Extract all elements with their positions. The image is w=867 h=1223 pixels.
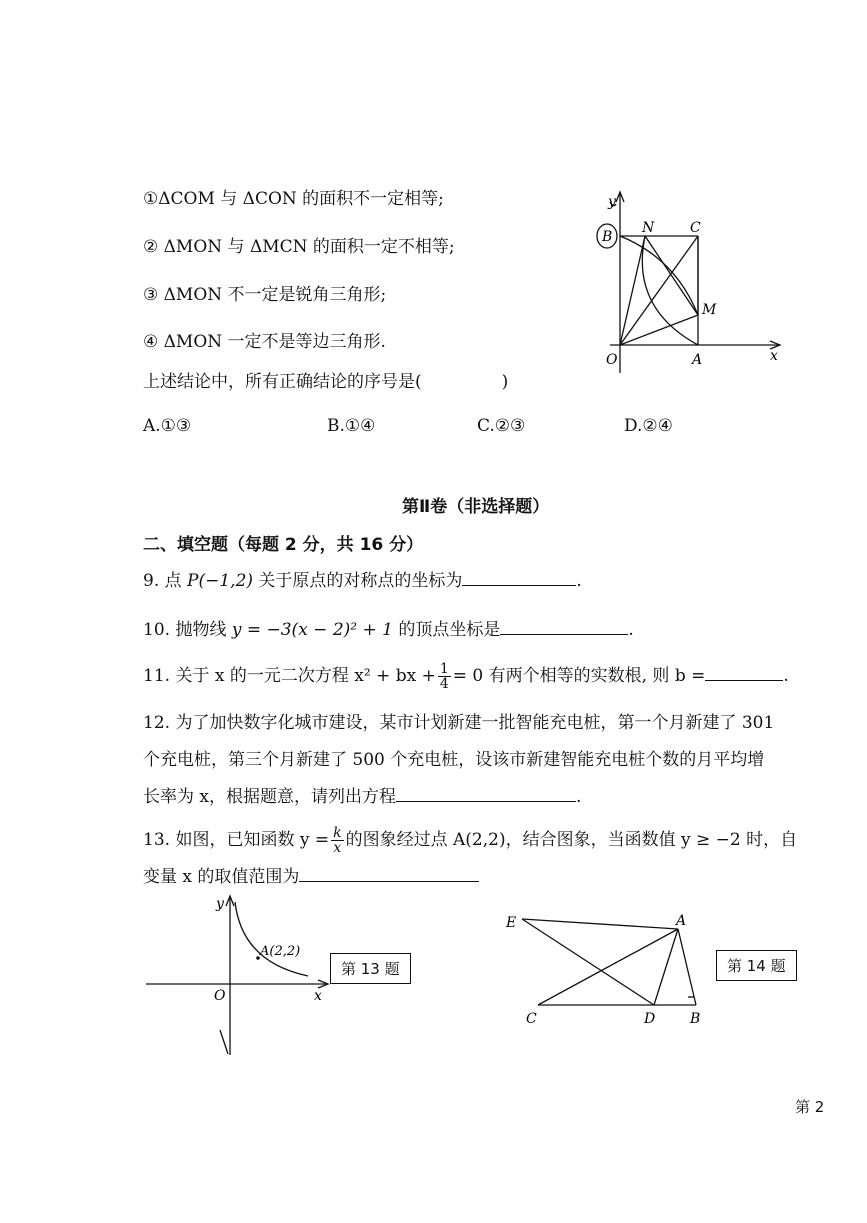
fig8-label-x: x (770, 348, 778, 364)
q13-line-2-text: 变量 x 的取值范围为 (143, 867, 300, 887)
q13-frac-num: k (333, 825, 342, 841)
q11-post: = 0 有两个相等的实数根, 则 b = (452, 666, 706, 686)
fig13-label-o: O (214, 988, 226, 1004)
fig13-label-a: A(2,2) (260, 944, 301, 959)
page-number: 第 2 (795, 1098, 825, 1116)
q11-fraction (438, 662, 451, 691)
fig8-arc-bm (620, 236, 698, 315)
fig14-seg-ea (522, 919, 678, 929)
fig13-label-x: x (314, 988, 322, 1004)
fig8-label-c: C (690, 220, 701, 236)
q12-answer-blank[interactable] (396, 786, 576, 802)
section-title: 第Ⅱ卷（非选择题） (402, 497, 550, 517)
q13-answer-blank[interactable] (299, 866, 479, 882)
fig8-label-a: A (692, 352, 703, 368)
q10 (143, 619, 634, 641)
q12-line-3 (143, 786, 581, 808)
q10-answer-blank[interactable] (500, 619, 628, 635)
q11 (143, 662, 789, 691)
q11-answer-blank[interactable] (705, 665, 783, 681)
q8-option-c: C.②③ (477, 416, 526, 436)
q8-option-a: A.①③ (143, 416, 192, 436)
fig14-label-e: E (506, 915, 517, 931)
q9-post: 关于原点的对称点的坐标为 (253, 571, 463, 591)
q13-pre: 13. 如图，已知函数 y = (143, 830, 330, 850)
fig14-seg-ab (678, 929, 696, 1005)
q8-statement-1: ①ΔCOM 与 ΔCON 的面积不一定相等; (143, 189, 444, 209)
fig13-curve-upper (235, 902, 308, 976)
fig14-label-b: B (690, 1011, 701, 1027)
q8-statement-3: ③ ΔMON 不一定是锐角三角形; (143, 285, 387, 305)
q8-statement-2: ② ΔMON 与 ΔMCN 的面积一定不相等; (143, 237, 455, 257)
q10-post: 的顶点坐标是 (392, 620, 501, 640)
q8-prompt (143, 371, 508, 393)
fig14-label-d: D (644, 1011, 656, 1027)
q13-fraction (331, 826, 343, 855)
fig8-label-y: y (608, 194, 616, 210)
q8-figure (590, 188, 790, 373)
q12-end: . (576, 787, 582, 807)
q13-post: 的图象经过点 A(2,2)，结合图象，当函数值 y ≥ −2 时，自 (345, 830, 798, 850)
fig14-figure (500, 905, 720, 1030)
q13-line-2 (143, 866, 479, 888)
fig14-label-a: A (676, 913, 687, 929)
q12-line-2: 个充电桩，第三个月新建了 500 个充电桩，设该市新建智能充电桩个数的月平均增 (143, 750, 765, 770)
q12-line-1: 12. 为了加快数字化城市建设，某市计划新建一批智能充电桩，第一个月新建了 301 (143, 713, 775, 733)
q13-line-1 (143, 826, 797, 855)
q8-prompt-end: ) (501, 372, 509, 392)
q13-frac-den: x (333, 840, 342, 856)
q11-pre: 11. 关于 x 的一元二次方程 x² + bx + (143, 666, 436, 686)
q8-prompt-text: 上述结论中，所有正确结论的序号是( (143, 372, 422, 392)
q9-answer-blank[interactable] (462, 570, 576, 586)
q9-pre: 9. 点 (143, 571, 188, 591)
fig14-label-c: C (526, 1011, 537, 1027)
q10-pre: 10. 抛物线 (143, 620, 232, 640)
q8-option-b: B.①④ (327, 416, 376, 436)
fig14-caption: 第 14 题 (716, 950, 797, 981)
q11-frac-num: 1 (439, 661, 449, 677)
q10-math: y = −3(x − 2)² + 1 (231, 620, 393, 640)
q10-end: . (628, 620, 634, 640)
fig8-label-o: O (606, 352, 618, 368)
q9-math: P(−1,2) (187, 571, 254, 591)
fig13-graph (140, 890, 340, 1060)
q9-end: . (576, 571, 582, 591)
fig13-label-y: y (216, 896, 224, 912)
fig8-seg-on (620, 236, 645, 345)
q12-line-3-text: 长率为 x，根据题意，请列出方程 (143, 787, 396, 807)
q9 (143, 570, 582, 592)
fig13-caption: 第 13 题 (330, 953, 411, 984)
fig14-seg-ed (522, 919, 654, 1005)
q8-option-d: D.②④ (624, 416, 673, 436)
q11-frac-den: 4 (439, 676, 449, 692)
q11-end: . (783, 666, 789, 686)
q8-statement-4: ④ ΔMON 一定不是等边三角形. (143, 332, 386, 352)
fig8-seg-om (620, 315, 698, 345)
fig8-label-m: M (702, 302, 717, 318)
fig8-label-b: B (602, 229, 613, 245)
fig13-curve-lower (220, 1030, 228, 1054)
part-heading: 二、填空题（每题 2 分，共 16 分） (143, 535, 424, 555)
fig8-label-n: N (642, 220, 655, 236)
